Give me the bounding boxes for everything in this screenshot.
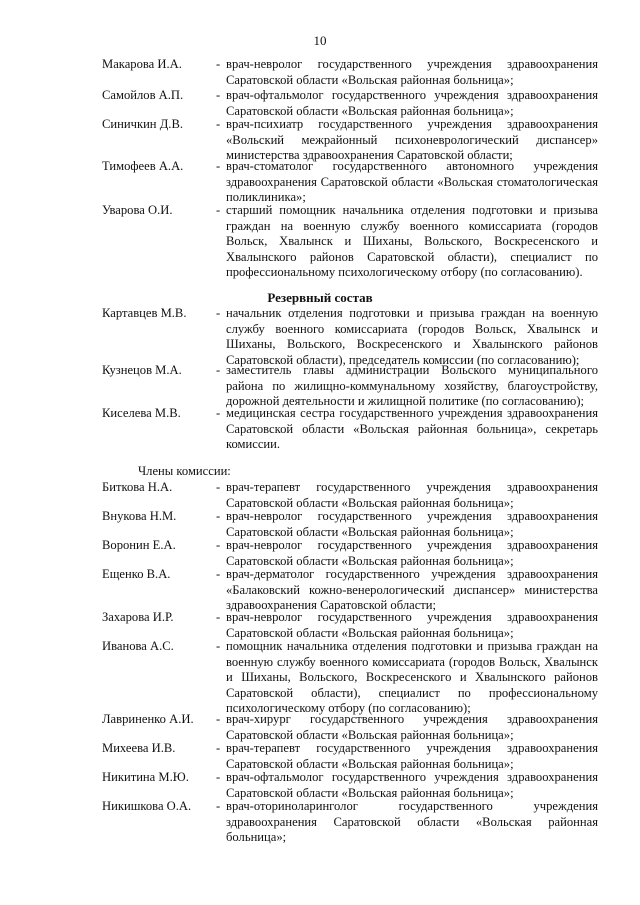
- member-name: Внукова Н.М.: [102, 509, 177, 523]
- member-description: врач-терапевт государственного учреждения здравоохранения Саратовской области «Вольская районная больница»;: [226, 741, 598, 771]
- member-name: Иванова А.С.: [102, 639, 174, 653]
- dash: -: [216, 610, 221, 624]
- dash: -: [216, 538, 221, 552]
- member-description: помощник начальника отделения подготовки и призыва граждан на военную службу военного комиссариата (городов Вольск, Хвалынск и Шиханы, Вольского, Воскресенского и Хвалынского районов Саратовской области), специалист по профессиональному психологическому отбору (по согласованию);: [226, 639, 598, 715]
- member-description: заместитель главы администрации Вольского муниципального района по жилищно-коммунальному хозяйству, благоустройству, дорожной деятельности и жилищной политике (по согласованию);: [226, 363, 598, 408]
- member-name: Самойлов А.П.: [102, 88, 184, 102]
- member-name: Киселева М.В.: [102, 406, 181, 420]
- member-name: Ещенко В.А.: [102, 567, 171, 581]
- member-name: Уварова О.И.: [102, 203, 173, 217]
- page-number: 10: [313, 33, 327, 48]
- dash: -: [216, 741, 221, 755]
- member-description: врач-офтальмолог государственного учреждения здравоохранения Саратовской области «Вольская районная больница»;: [226, 770, 598, 800]
- dash: -: [216, 799, 221, 813]
- member-description: врач-невролог государственного учреждения здравоохранения Саратовской области «Вольская районная больница»;: [226, 57, 598, 87]
- member-description: врач-стоматолог государственного автономного учреждения здравоохранения Саратовской области «Вольская стоматологическая поликлиника»;: [226, 159, 598, 204]
- member-description: врач-офтальмолог государственного учреждения здравоохранения Саратовской области «Вольская районная больница»;: [226, 88, 598, 118]
- member-name: Картавцев М.В.: [102, 306, 187, 320]
- dash: -: [216, 639, 221, 653]
- member-description: врач-хирург государственного учреждения здравоохранения Саратовской области «Вольская районная больница»;: [226, 712, 598, 742]
- member-description: врач-невролог государственного учреждения здравоохранения Саратовской области «Вольская районная больница»;: [226, 509, 598, 539]
- member-name: Захарова И.Р.: [102, 610, 174, 624]
- dash: -: [216, 159, 221, 173]
- member-description: врач-терапевт государственного учреждения здравоохранения Саратовской области «Вольская районная больница»;: [226, 480, 598, 510]
- member-name: Макарова И.А.: [102, 57, 182, 71]
- member-description: начальник отделения подготовки и призыва граждан на военную службу военного комиссариата (городов Вольск, Хвалынск и Шиханы, Вольского, Воскресенского и Хвалынского районов Саратовской области), председатель комиссии (по согласованию);: [226, 306, 598, 367]
- dash: -: [216, 770, 221, 784]
- section-heading: Резервный состав: [267, 290, 373, 305]
- dash: -: [216, 203, 221, 217]
- members-label: Члены комиссии:: [138, 464, 231, 478]
- dash: -: [216, 88, 221, 102]
- member-name: Никишкова О.А.: [102, 799, 192, 813]
- member-description: старший помощник начальника отделения подготовки и призыва граждан на военную службу военного комиссариата (городов Вольск, Хвалынск и Шиханы, Вольского, Воскресенского и Хвалынского районов Саратовской области), специалист по профессиональному психологическому отбору (по согласованию).: [226, 203, 598, 279]
- member-name: Никитина М.Ю.: [102, 770, 189, 784]
- member-name: Синичкин Д.В.: [102, 117, 183, 131]
- member-name: Лавриненко А.И.: [102, 712, 194, 726]
- member-description: врач-дерматолог государственного учреждения здравоохранения «Балаковский кожно-венерологический диспансер» министерства здравоохранения Саратовской области;: [226, 567, 598, 612]
- dash: -: [216, 712, 221, 726]
- dash: -: [216, 57, 221, 71]
- dash: -: [216, 480, 221, 494]
- member-description: врач-невролог государственного учреждения здравоохранения Саратовской области «Вольская районная больница»;: [226, 610, 598, 640]
- dash: -: [216, 567, 221, 581]
- member-description: врач-оториноларинголог государственного учреждения здравоохранения Саратовской области «Вольская районная больница»;: [226, 799, 598, 844]
- member-name: Биткова Н.А.: [102, 480, 173, 494]
- member-name: Воронин Е.А.: [102, 538, 176, 552]
- member-name: Кузнецов М.А.: [102, 363, 182, 377]
- member-name: Михеева И.В.: [102, 741, 176, 755]
- dash: -: [216, 363, 221, 377]
- member-name: Тимофеев А.А.: [102, 159, 184, 173]
- member-description: врач-психиатр государственного учреждения здравоохранения «Вольский межрайонный психоневрологический диспансер» министерства здравоохранения Саратовской области;: [226, 117, 598, 162]
- dash: -: [216, 306, 221, 320]
- dash: -: [216, 406, 221, 420]
- member-description: медицинская сестра государственного учреждения здравоохранения Саратовской области «Вольская районная больница», секретарь комиссии.: [226, 406, 598, 451]
- member-description: врач-невролог государственного учреждения здравоохранения Саратовской области «Вольская районная больница»;: [226, 538, 598, 568]
- dash: -: [216, 117, 221, 131]
- dash: -: [216, 509, 221, 523]
